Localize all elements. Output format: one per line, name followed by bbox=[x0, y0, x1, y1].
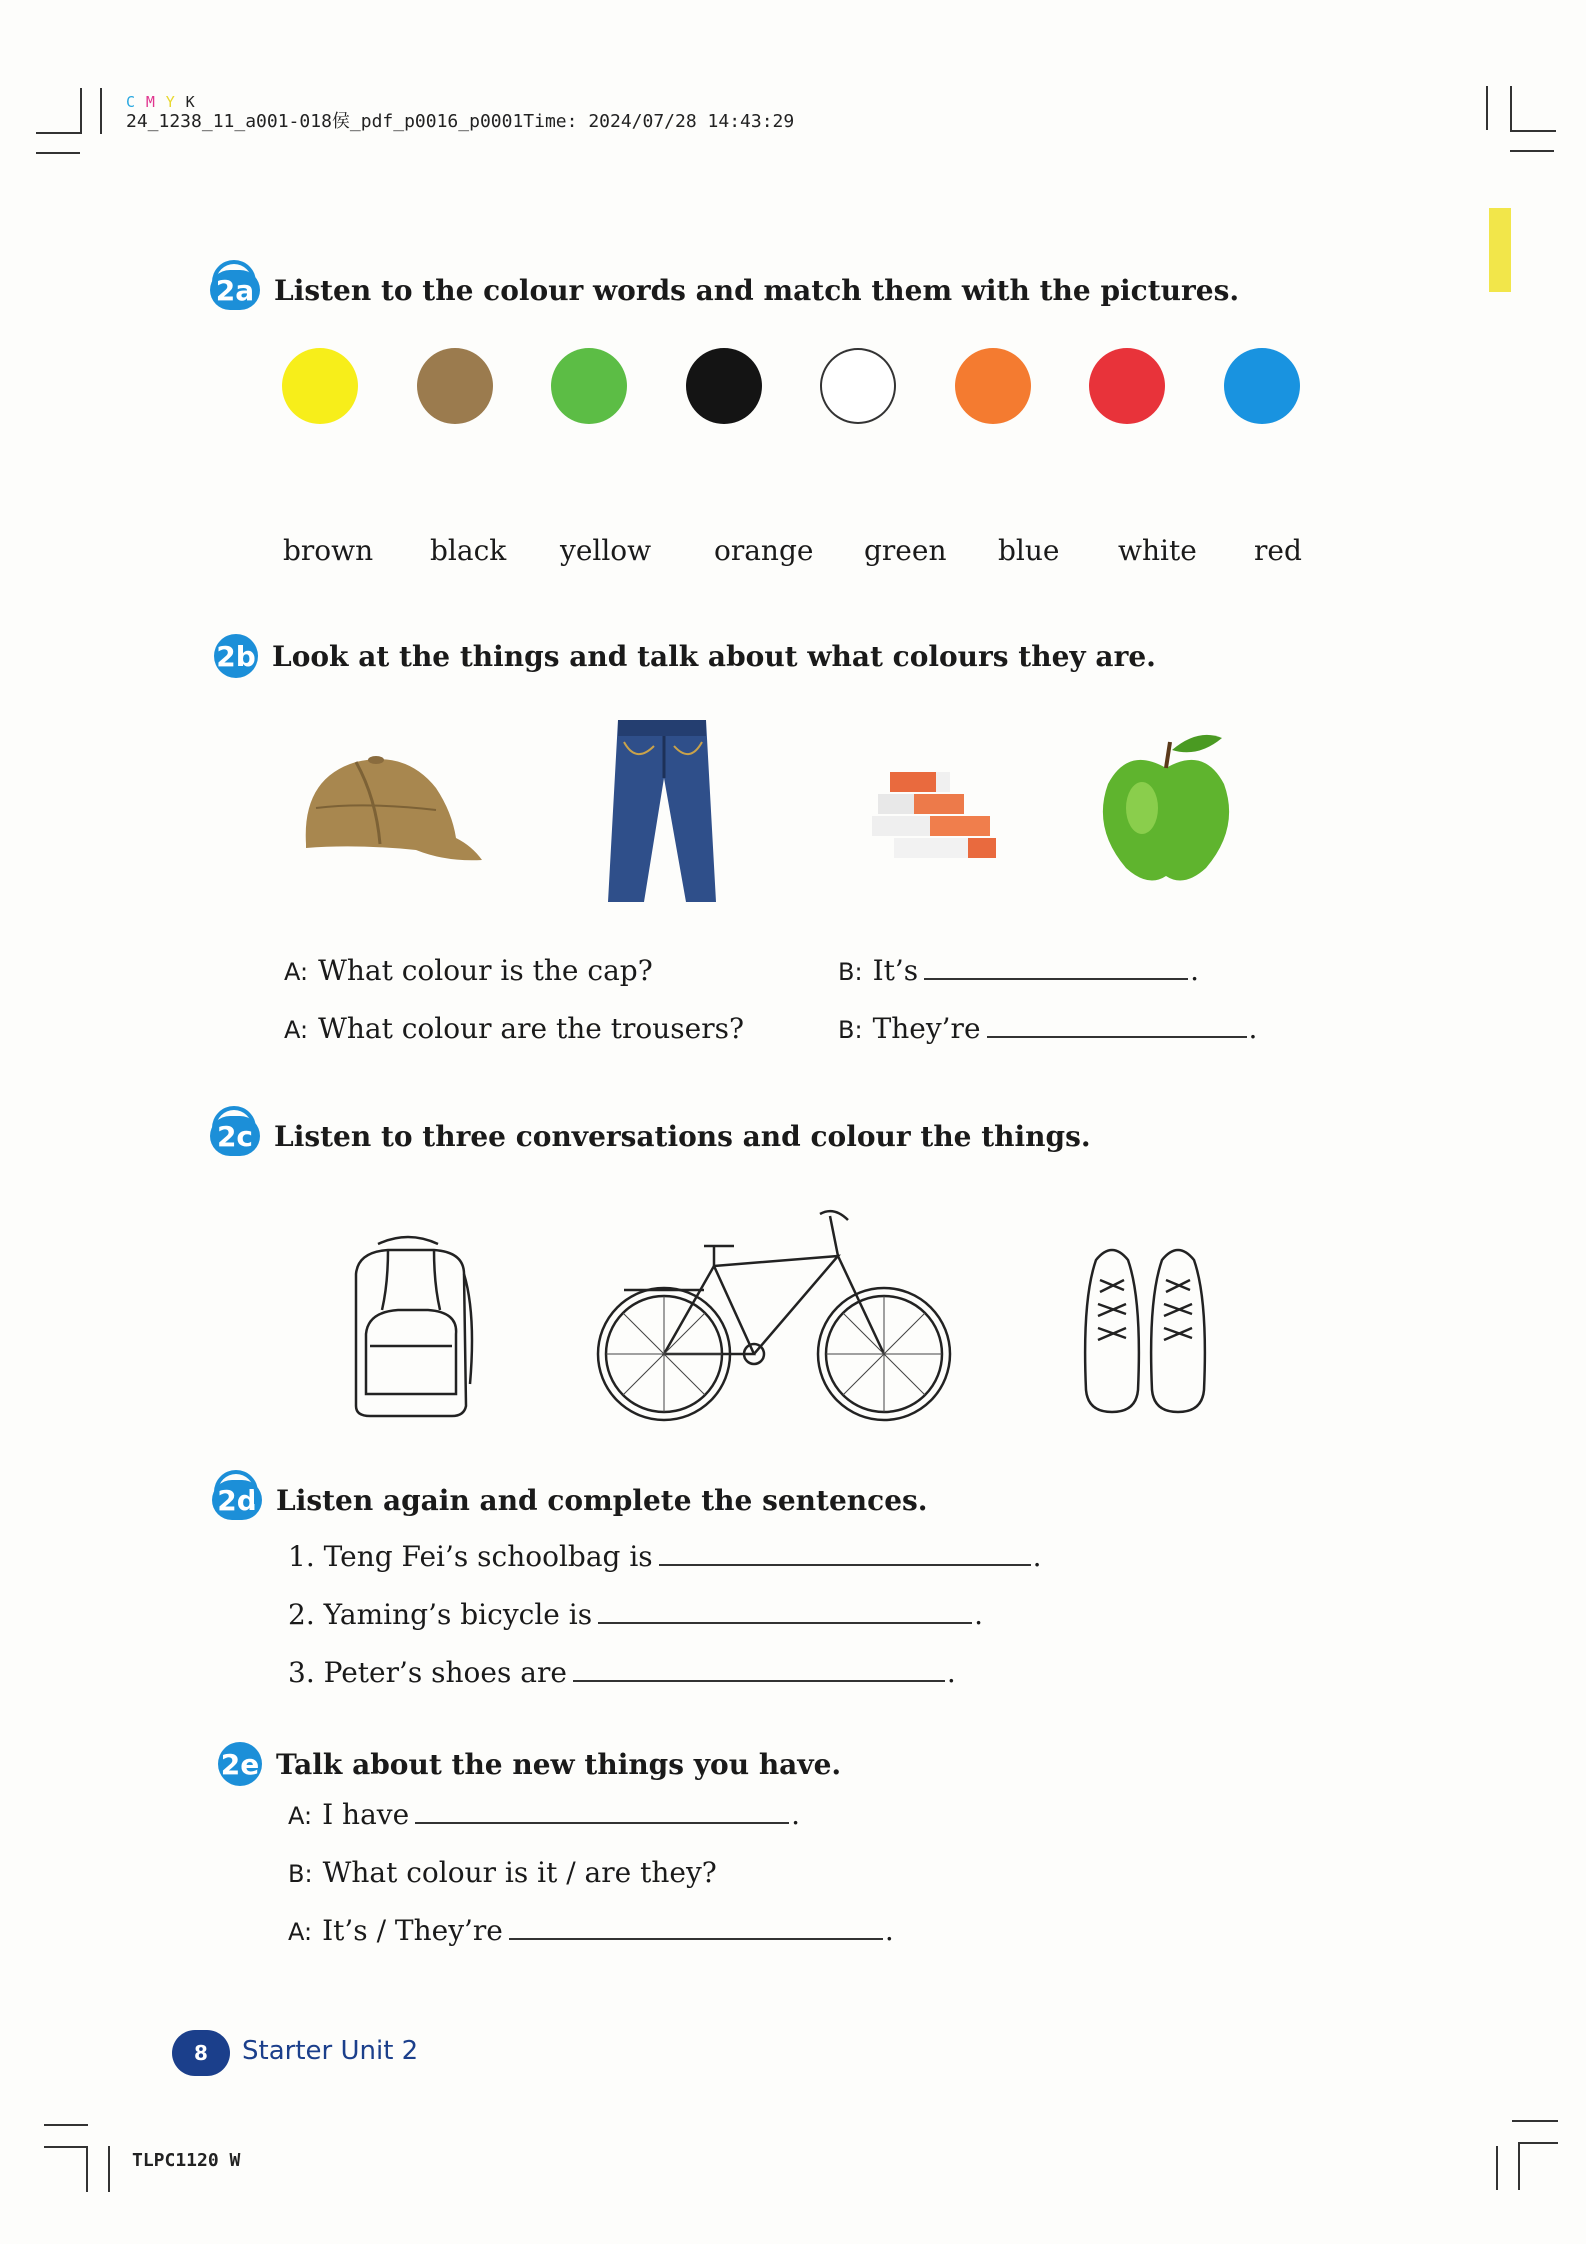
sentence-item: 3. Peter’s shoes are . bbox=[288, 1656, 956, 1689]
exercise-2a-heading bbox=[210, 270, 1239, 310]
cmyk-label: C M Y K bbox=[126, 93, 195, 111]
page-number: 8 bbox=[172, 2030, 230, 2076]
crop-mark bbox=[108, 2146, 110, 2192]
color-dot-yellow bbox=[282, 348, 358, 424]
color-word: yellow bbox=[560, 534, 652, 567]
exercise-badge: 2b bbox=[214, 634, 258, 678]
exercise-badge: 2e bbox=[218, 1742, 262, 1786]
exercise-title: Listen to the colour words and match them with the pictures. bbox=[274, 273, 1240, 307]
crop-mark bbox=[100, 88, 102, 134]
trousers-image bbox=[604, 716, 720, 906]
exercise-2c-heading bbox=[210, 1116, 1091, 1156]
sentence-item: 2. Yaming’s bicycle is . bbox=[288, 1598, 983, 1631]
unit-label: Starter Unit 2 bbox=[242, 2036, 419, 2066]
dialogue-text: What colour is the cap? bbox=[318, 954, 653, 987]
exercise-2d-heading bbox=[212, 1480, 928, 1520]
answer-blank[interactable] bbox=[509, 1937, 883, 1940]
color-dot-black bbox=[686, 348, 762, 424]
answer-line: B: It’s . bbox=[838, 954, 1200, 987]
speaker-label: A: bbox=[284, 958, 309, 986]
dialogue-line: A: I have . bbox=[288, 1798, 801, 1831]
exercise-title: Listen again and complete the sentences. bbox=[276, 1483, 928, 1517]
color-dot-orange bbox=[955, 348, 1031, 424]
color-word: green bbox=[864, 534, 947, 567]
color-dot-green bbox=[551, 348, 627, 424]
color-dot-brown bbox=[417, 348, 493, 424]
speaker-label: B: bbox=[838, 1016, 863, 1044]
sentence-item: 1. Teng Fei’s schoolbag is . bbox=[288, 1540, 1042, 1573]
crop-mark bbox=[1518, 2142, 1558, 2144]
crop-mark bbox=[1486, 86, 1488, 130]
cap-image bbox=[296, 748, 482, 874]
color-word: black bbox=[430, 534, 507, 567]
schoolbag-image bbox=[348, 1234, 476, 1420]
crop-mark bbox=[1512, 2120, 1558, 2122]
answer-blank[interactable] bbox=[659, 1563, 1031, 1566]
crop-mark bbox=[80, 88, 82, 134]
color-tab bbox=[1489, 208, 1511, 292]
crop-mark bbox=[86, 2146, 88, 2192]
speaker-label: A: bbox=[288, 1918, 313, 1946]
dialogue-text: What colour are the trousers? bbox=[318, 1012, 744, 1045]
crop-mark bbox=[1510, 86, 1512, 130]
listen-icon: 2d bbox=[212, 1480, 262, 1520]
crop-mark bbox=[1496, 2146, 1498, 2190]
answer-blank[interactable] bbox=[573, 1679, 945, 1682]
exercise-title: Talk about the new things you have. bbox=[276, 1747, 842, 1781]
listen-icon: 2a bbox=[210, 270, 260, 310]
rubber-image bbox=[868, 764, 1004, 860]
dialogue-line: B: What colour is it / are they? bbox=[288, 1856, 717, 1889]
dialogue-text: It’s bbox=[872, 954, 919, 987]
speaker-label: A: bbox=[284, 1016, 309, 1044]
exercise-2b-heading bbox=[214, 634, 1156, 678]
color-dot-white bbox=[820, 348, 896, 424]
exercise-title: Listen to three conversations and colour the things. bbox=[274, 1119, 1091, 1153]
answer-blank[interactable] bbox=[598, 1621, 972, 1624]
answer-blank[interactable] bbox=[987, 1035, 1247, 1038]
crop-mark bbox=[36, 132, 82, 134]
color-word: blue bbox=[998, 534, 1060, 567]
dialogue-line bbox=[284, 954, 653, 987]
color-word: orange bbox=[714, 534, 814, 567]
print-info-line: 24_1238_11_a001-018侯_pdf_p0016_p0001Time: 2024/07/28 14:43:29 bbox=[126, 111, 795, 132]
print-code: TLPC1120 W bbox=[132, 2150, 241, 2171]
shoes-image bbox=[1080, 1240, 1210, 1416]
color-word: brown bbox=[283, 534, 374, 567]
answer-blank[interactable] bbox=[924, 977, 1188, 980]
color-dot-blue bbox=[1224, 348, 1300, 424]
crop-mark bbox=[44, 2124, 88, 2126]
crop-mark bbox=[1518, 2142, 1520, 2190]
color-word: red bbox=[1254, 534, 1302, 567]
print-info bbox=[126, 92, 794, 132]
speaker-label: B: bbox=[288, 1860, 313, 1888]
bicycle-image bbox=[594, 1206, 954, 1424]
dialogue-line bbox=[284, 1012, 744, 1045]
exercise-2e-heading bbox=[218, 1742, 841, 1786]
speaker-label: B: bbox=[838, 958, 863, 986]
dialogue-text: They’re bbox=[872, 1012, 981, 1045]
color-word: white bbox=[1118, 534, 1197, 567]
speaker-label: A: bbox=[288, 1802, 313, 1830]
apple-image bbox=[1098, 728, 1234, 884]
color-dot-red bbox=[1089, 348, 1165, 424]
crop-mark bbox=[1510, 150, 1554, 152]
crop-mark bbox=[1510, 130, 1556, 132]
crop-mark bbox=[44, 2146, 88, 2148]
crop-mark bbox=[36, 152, 80, 154]
answer-blank[interactable] bbox=[415, 1821, 789, 1824]
listen-icon: 2c bbox=[210, 1116, 260, 1156]
dialogue-line: A: It’s / They’re . bbox=[288, 1914, 894, 1947]
exercise-title: Look at the things and talk about what colours they are. bbox=[272, 639, 1156, 673]
answer-line: B: They’re . bbox=[838, 1012, 1258, 1045]
